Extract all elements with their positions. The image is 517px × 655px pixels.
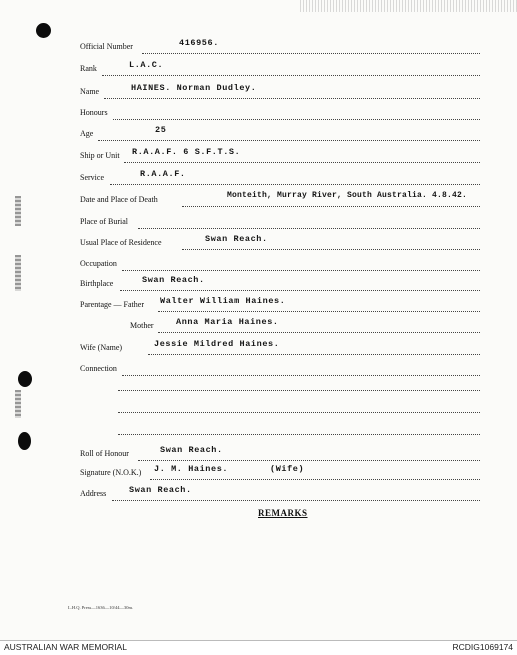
roll-honour-value: Swan Reach. — [160, 445, 223, 455]
remarks-heading: REMARKS — [258, 508, 308, 518]
field-label: Wife (Name) — [80, 343, 123, 352]
date-place-death-value: Monteith, Murray River, South Australia. 4.8.42. — [227, 191, 468, 200]
usual-residence-value: Swan Reach. — [205, 234, 268, 244]
dotted-line — [120, 289, 480, 291]
field-label: Rank — [80, 64, 97, 73]
field-label: Ship or Unit — [80, 151, 120, 160]
dotted-line — [182, 248, 480, 250]
field-label: Occupation — [80, 259, 117, 268]
father-value: Walter William Haines. — [160, 296, 286, 306]
punch-mark — [15, 196, 21, 226]
field-label: Address — [80, 489, 107, 498]
connection-line-3 — [118, 411, 480, 413]
field-label: Age — [80, 129, 94, 138]
field-label: Usual Place of Residence — [80, 238, 162, 247]
field-label: Official Number — [80, 42, 133, 51]
field-label: Signature (N.O.K.) — [80, 468, 142, 477]
mother-value: Anna Maria Haines. — [176, 317, 279, 327]
dotted-line — [148, 353, 480, 355]
field-label: Mother — [130, 321, 154, 330]
address-value: Swan Reach. — [129, 485, 192, 495]
dotted-line — [142, 52, 480, 54]
field-label: Name — [80, 87, 100, 96]
printer-imprint: L.H.Q. Press—1636—10/44—30m. — [68, 605, 134, 610]
connection-line-2 — [118, 389, 480, 391]
dotted-line — [182, 205, 480, 207]
dotted-line — [113, 118, 480, 120]
dotted-line — [112, 499, 480, 501]
birthplace-value: Swan Reach. — [142, 275, 205, 285]
field-label: Date and Place of Death — [80, 195, 158, 204]
field-label: Service — [80, 173, 104, 182]
dotted-line — [110, 183, 480, 185]
binder-hole-bottom — [18, 432, 31, 450]
punch-mark — [15, 255, 21, 291]
dotted-line — [150, 478, 480, 480]
official-number-value: 416956. — [179, 38, 219, 48]
dotted-line — [158, 310, 480, 312]
archive-reference: RCDIG1069174 — [452, 642, 513, 652]
binder-hole-top — [36, 23, 51, 38]
dotted-line — [124, 161, 480, 163]
dotted-line — [98, 139, 480, 141]
punch-mark — [15, 390, 21, 418]
dotted-line — [122, 374, 480, 376]
binder-hole-middle — [18, 371, 32, 387]
connection-line-4 — [118, 433, 480, 435]
service-value: R.A.A.F. — [140, 169, 186, 179]
archive-name: AUSTRALIAN WAR MEMORIAL — [4, 642, 127, 652]
dotted-line — [104, 97, 480, 99]
dotted-line — [102, 74, 480, 76]
dotted-line — [122, 269, 480, 271]
dotted-line — [158, 331, 480, 333]
field-label: Honours — [80, 108, 108, 117]
field-label: Parentage — Father — [80, 300, 144, 309]
archive-footer — [0, 640, 517, 655]
dotted-line — [138, 459, 480, 461]
rank-value: L.A.C. — [129, 60, 164, 70]
wife-value: Jessie Mildred Haines. — [154, 339, 280, 349]
ship-or-unit-value: R.A.A.F. 6 S.F.T.S. — [132, 147, 241, 157]
name-value: HAINES. Norman Dudley. — [131, 83, 257, 93]
signature-relation: (Wife) — [270, 464, 305, 474]
field-label: Roll of Honour — [80, 449, 129, 458]
field-label: Birthplace — [80, 279, 114, 288]
field-label: Place of Burial — [80, 217, 128, 226]
scan-artifact — [300, 0, 517, 12]
dotted-line — [138, 227, 480, 229]
age-value: 25 — [155, 125, 167, 135]
signature-value: J. M. Haines. — [154, 464, 229, 474]
field-label: Connection — [80, 364, 117, 373]
